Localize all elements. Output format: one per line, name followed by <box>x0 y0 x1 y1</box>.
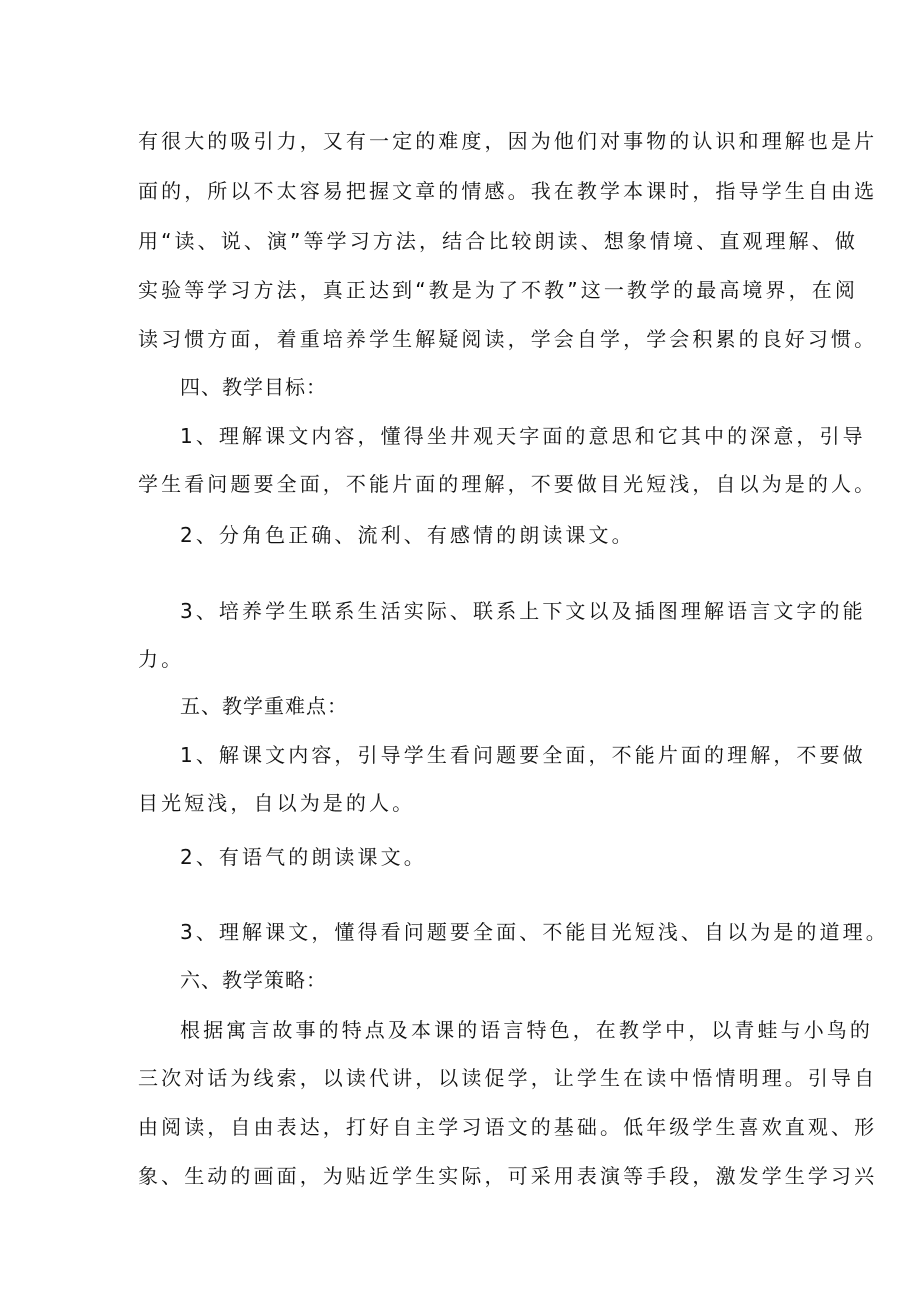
list-item: 3、培养学生联系生活实际、联系上下文以及插图理解语言文字的能 <box>180 599 866 623</box>
paragraph-line: 根据寓言故事的特点及本课的语言特色，在教学中，以青蛙与小鸟的 <box>180 1018 873 1042</box>
section-heading-objectives: 四、教学目标： <box>180 375 327 399</box>
paragraph-line: 实验等学习方法，真正达到“教是为了不教”这一教学的最高境界，在阅 <box>138 278 858 302</box>
paragraph-line: 读习惯方面，着重培养学生解疑阅读，学会自学，学会积累的良好习惯。 <box>138 327 878 351</box>
paragraph-line: 象、生动的画面，为贴近学生实际，可采用表演等手段，激发学生学习兴 <box>138 1164 878 1188</box>
paragraph-line: 学生看问题要全面，不能片面的理解，不要做目光短浅，自以为是的人。 <box>138 472 878 496</box>
list-item: 2、有语气的朗读课文。 <box>180 845 427 869</box>
paragraph-line: 三次对话为线索，以读代讲，以读促学，让学生在读中悟情明理。引导自 <box>138 1066 878 1090</box>
paragraph-line: 用“读、说、演”等学习方法，结合比较朗读、想象情境、直观理解、做 <box>138 229 858 253</box>
section-heading-strategy: 六、教学策略： <box>180 968 327 992</box>
list-item: 1、解课文内容，引导学生看问题要全面，不能片面的理解，不要做 <box>180 743 866 767</box>
paragraph-line: 目光短浅，自以为是的人。 <box>138 791 416 815</box>
paragraph-line: 面的，所以不太容易把握文章的情感。我在教学本课时，指导学生自由选 <box>138 179 878 203</box>
list-item: 3、理解课文，懂得看问题要全面、不能目光短浅、自以为是的道理。 <box>180 920 889 944</box>
list-item: 1、理解课文内容，懂得坐井观天字面的意思和它其中的深意，引导 <box>180 424 866 448</box>
paragraph-line: 有很大的吸引力，又有一定的难度，因为他们对事物的认识和理解也是片 <box>138 129 878 153</box>
paragraph-line: 力。 <box>138 647 185 671</box>
paragraph-line: 由阅读，自由表达，打好自主学习语文的基础。低年级学生喜欢直观、形 <box>138 1115 878 1139</box>
list-item: 2、分角色正确、流利、有感情的朗读课文。 <box>180 523 635 547</box>
section-heading-key-points: 五、教学重难点： <box>180 694 348 718</box>
